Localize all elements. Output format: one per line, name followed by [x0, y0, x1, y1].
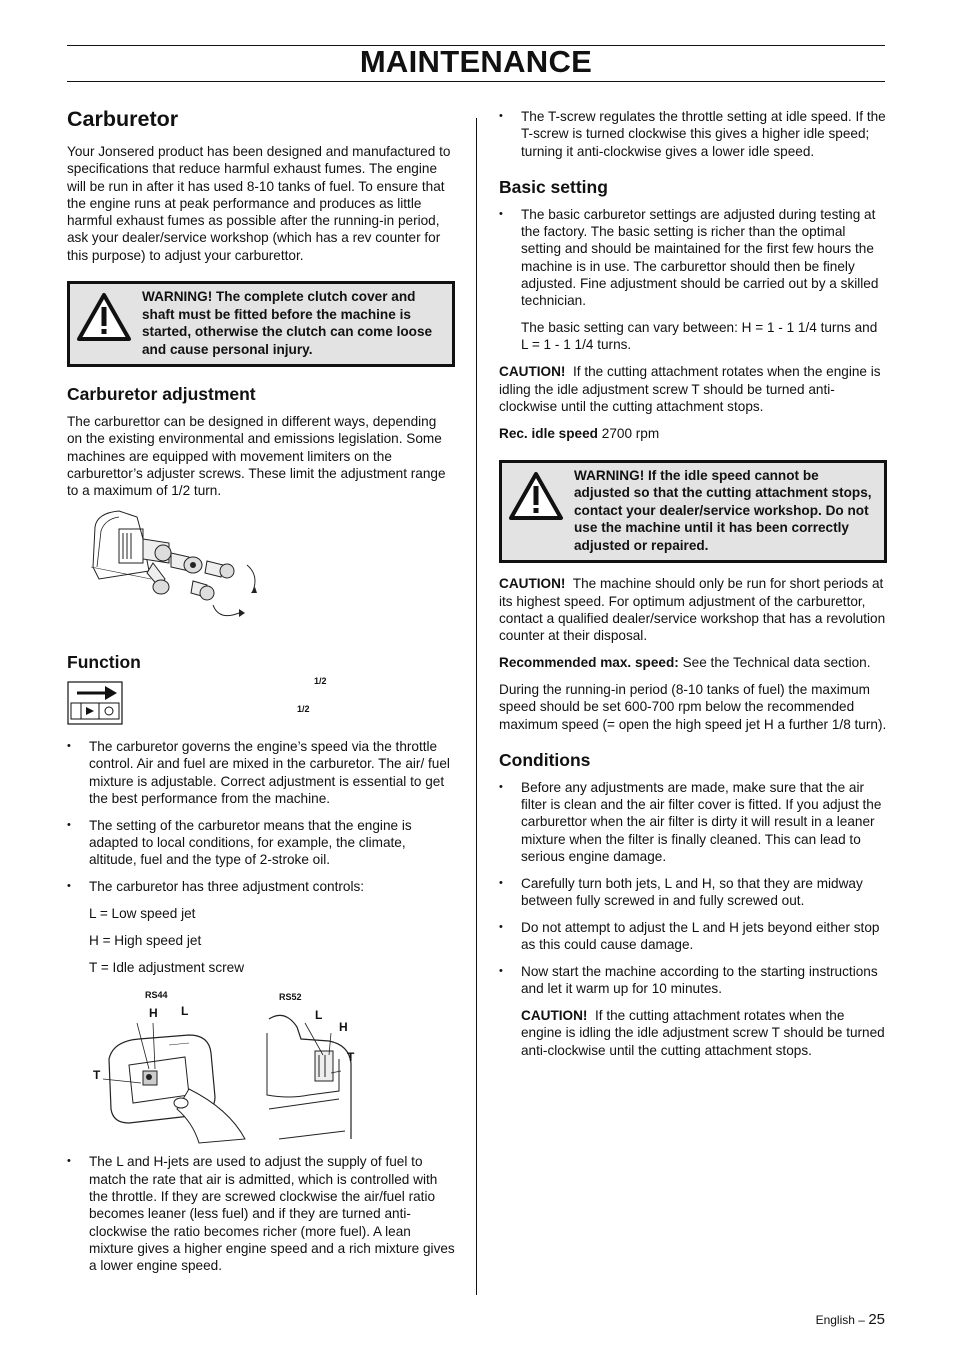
basic-bullets	[499, 206, 887, 310]
list-item: • Do not attempt to adjust the L and H jets beyond either stop as this could cause damage.	[499, 919, 887, 954]
rs44-rs52-drawing	[89, 999, 399, 1149]
idle-speed-label: Rec. idle speed	[499, 425, 598, 441]
recommended-max-speed	[499, 654, 887, 671]
title-underline	[67, 81, 885, 82]
rs52-h-label: H	[339, 1020, 348, 1035]
heading-function: Function	[67, 652, 141, 673]
carburetor-limiter-drawing	[89, 509, 279, 625]
function-bullets	[67, 738, 455, 895]
basic-range: The basic setting can vary between: H = 1 - 1 1/4 turns and L = 1 - 1 1/4 turns.	[521, 320, 878, 353]
jets-illustration	[67, 981, 455, 1149]
right-column	[499, 108, 887, 1068]
idle-speed	[499, 425, 887, 442]
page-footer	[816, 1311, 885, 1329]
footer-language: English	[815, 1313, 855, 1327]
page-title: MAINTENANCE	[359, 44, 593, 79]
caution-text: The machine should only be run for short periods at its highest speed. For optimum adjustment of the carburettor, contact a qualified dealer/service workshop that has a revolution counter at their disposal.	[499, 576, 886, 644]
warning-box-clutch	[67, 281, 455, 367]
function-symbol-icon	[67, 681, 123, 725]
caution-text: If the cutting attachment rotates when the engine is idling the idle adjustment screw T should be turned anti-clockwise until the cutting attachment stops.	[521, 1008, 885, 1058]
left-column	[67, 106, 455, 1284]
rs44-h-label: H	[149, 1006, 158, 1021]
list-item: • The carburetor governs the engine’s speed via the throttle control. Air and fuel are mixed in the carburetor. The air/ fuel mixture is adjustable. Correct adjustment is essential to get the best performance from the machine.	[67, 738, 455, 807]
footer-dash: –	[858, 1313, 865, 1327]
conditions-bullets	[499, 779, 887, 998]
heading-carburetor-adjustment: Carburetor adjustment	[67, 384, 256, 405]
max-speed-text: See the Technical data section.	[682, 655, 871, 671]
warning-triangle-icon	[508, 471, 564, 521]
list-item: • The setting of the carburetor means that the engine is adapted to local conditions, for example, the climate, altitude, fuel and the type of 2-stroke oil.	[67, 817, 455, 869]
warning-text: WARNING! If the idle speed cannot be adjusted so that the cutting attachment stops, contact your dealer/service workshop. Do not use the machine until it has been correctly adjusted or repaired.	[574, 467, 872, 553]
intro-paragraph: Your Jonsered product has been designed and manufactured to specifications that reduce harmful exhaust fumes. The engine will be run in after it has used 8-10 tanks of fuel. To ensure that the engine runs at peak performance and produces as little harmful exhaust fumes as possible after the running-in period, ask your dealer/service workshop (which has a rev counter for this purpose) to adjust your carburettor.	[67, 144, 451, 263]
rs52-l-label: L	[315, 1008, 323, 1023]
jet-low: L = Low speed jet	[89, 905, 196, 921]
heading-basic-setting: Basic setting	[499, 176, 608, 197]
list-item: • Carefully turn both jets, L and H, so that they are midway between fully screwed in and fully screwed out.	[499, 875, 887, 910]
caution-conditions	[499, 1007, 887, 1059]
idle-speed-value: 2700 rpm	[601, 425, 660, 441]
max-speed-label: Recommended max. speed:	[499, 655, 679, 671]
jet-idle: T = Idle adjustment screw	[89, 959, 245, 975]
warning-text: WARNING! The complete clutch cover and shaft must be fitted before the machine is started, otherwise the clutch can come loose and cause personal injury.	[142, 289, 433, 357]
warning-triangle-icon	[76, 292, 132, 342]
column-divider	[476, 118, 477, 1295]
caution-idle	[499, 363, 887, 415]
jet-high: H = High speed jet	[89, 932, 202, 948]
adjustment-paragraph: The carburettor can be designed in different ways, depending on the existing environmental and emissions legislation. Some machines are equipped with movement limiters on the carburettor’s adjuster screws. These limit the adjustment range to a maximum of 1/2 turn.	[67, 414, 446, 499]
list-item: • The T-screw regulates the throttle setting at idle speed. If the T-screw is turned clockwise this gives a higher idle speed; turning it anti-clockwise gives a lower idle speed.	[499, 108, 887, 160]
caution-label: CAUTION!	[499, 364, 566, 380]
list-item: • The carburetor has three adjustment controls:	[67, 878, 455, 895]
list-item: • The L and H-jets are used to adjust the supply of fuel to match the rate that air is admitted, which is controlled with the throttle. If they are screwed clockwise the air/fuel ratio becomes leaner (less fuel) and if they are turned anti-clockwise the ratio becomes richer (more fuel). A lean mixture gives a higher engine speed and a rich mixture gives a lower engine speed.	[67, 1153, 455, 1274]
rs52-label: RS52	[279, 992, 302, 1003]
limiter-label-a: 1/2	[314, 676, 327, 686]
heading-carburetor: Carburetor	[67, 107, 179, 131]
caution-label: CAUTION!	[499, 576, 566, 592]
warning-box-idle	[499, 460, 887, 564]
list-item: • The basic carburetor settings are adjusted during testing at the factory. The basic setting is richer than the optimal setting and should be maintained for the first few hours the machine is in use. The carburettor should then be finely adjusted. Fine adjustment should be carried out by a skilled technician.	[499, 206, 887, 310]
jets-bullets	[67, 1153, 455, 1274]
page-number: 25	[868, 1311, 885, 1328]
limiter-label-b: 1/2	[297, 704, 310, 714]
list-item: • Now start the machine according to the starting instructions and let it warm up for 10 minutes.	[499, 963, 887, 998]
list-item: • Before any adjustments are made, make sure that the air filter is clean and the air filter cover is fitted. If you adjust the carburettor when the air filter is dirty it will result in a leaner mixture when the filter is finally cleaned. This can lead to serious engine damage.	[499, 779, 887, 865]
caution-text: If the cutting attachment rotates when the engine is idling the idle adjustment screw T should be turned anti-clockwise until the cutting attachment stops.	[499, 364, 881, 414]
rs44-l-label: L	[181, 1004, 189, 1019]
heading-conditions: Conditions	[499, 749, 591, 770]
caution-max-speed	[499, 575, 887, 644]
rs44-label: RS44	[145, 990, 168, 1001]
running-in-paragraph: During the running-in period (8-10 tanks of fuel) the maximum speed should be set 600-700 rpm below the recommended maximum speed (= open the high speed jet H a further 1/8 turn).	[499, 681, 887, 732]
rs52-t-label: T	[347, 1050, 355, 1065]
tscrew-bullets	[499, 108, 887, 160]
rs44-t-label: T	[93, 1068, 101, 1083]
caution-label: CAUTION!	[521, 1008, 588, 1024]
